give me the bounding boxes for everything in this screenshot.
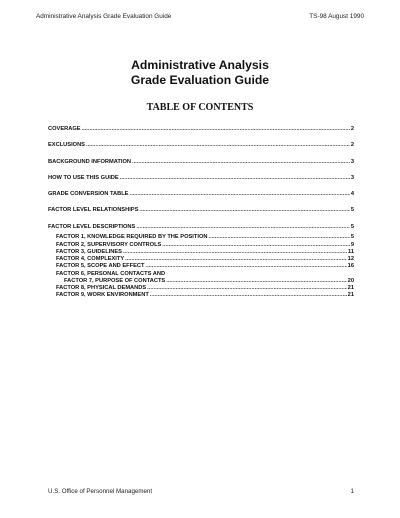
toc-leader-dots	[145, 263, 346, 270]
toc-entry-page: 2	[350, 142, 354, 149]
header-guide-title: Administrative Analysis Grade Evaluation Guide	[36, 13, 172, 20]
title-line-2: Grade Evaluation Guide	[130, 72, 270, 87]
page-footer	[48, 488, 354, 495]
toc-subentry-factor-8[interactable]	[48, 285, 354, 292]
toc-entry-label: FACTOR 6, PERSONAL CONTACTS AND	[56, 270, 166, 277]
footer-page-number: 1	[350, 488, 354, 495]
toc-entry-label: GRADE CONVERSION TABLE	[48, 191, 129, 198]
toc-entry-label: HOW TO USE THIS GUIDE	[48, 174, 119, 181]
toc-entry-page: 16	[347, 263, 354, 270]
toc-subentry-factor-2[interactable]	[48, 242, 354, 249]
footer-agency: U.S. Office of Personnel Management	[48, 488, 153, 495]
toc-entry-page: 11	[347, 248, 354, 255]
title-line-1: Administrative Analysis	[131, 58, 269, 72]
toc-leader-dots	[129, 191, 349, 198]
toc-entry-label: EXCLUSIONS	[48, 142, 85, 149]
toc-leader-dots	[136, 224, 350, 231]
toc-leader-dots	[166, 278, 346, 285]
toc-leader-dots	[132, 159, 350, 166]
toc-entry-label: FACTOR 3, GUIDELINES	[56, 248, 122, 255]
table-of-contents	[48, 126, 354, 299]
toc-subentry-factor-6[interactable]	[48, 271, 354, 278]
toc-leader-dots	[147, 285, 347, 292]
toc-entry-page: 21	[347, 292, 354, 299]
toc-entry-page: 12	[347, 256, 354, 263]
document-title	[0, 58, 400, 87]
toc-leader-dots	[86, 142, 350, 149]
toc-leader-dots	[150, 292, 347, 299]
toc-entry-page: 3	[350, 174, 354, 181]
toc-leader-dots	[139, 207, 349, 214]
toc-entry-exclusions[interactable]	[48, 142, 354, 149]
toc-entry-label: FACTOR 8, PHYSICAL DEMANDS	[56, 284, 147, 291]
toc-leader-dots	[123, 249, 347, 256]
toc-subentry-factor-9[interactable]	[48, 292, 354, 299]
toc-entry-page: 5	[350, 234, 354, 241]
header-document-number: TS-98 August 1990	[309, 13, 364, 20]
toc-entry-page: 21	[347, 284, 354, 291]
toc-subentry-factor-7[interactable]	[48, 278, 354, 285]
toc-entry-grade-conversion-table[interactable]	[48, 191, 354, 198]
toc-subentry-factor-5[interactable]	[48, 263, 354, 270]
toc-leader-dots	[208, 234, 349, 241]
toc-entry-label: FACTOR 4, COMPLEXITY	[56, 256, 125, 263]
toc-heading: TABLE OF CONTENTS	[146, 102, 254, 113]
toc-entry-page: 20	[347, 277, 354, 284]
toc-leader-dots	[120, 175, 350, 182]
toc-subentry-factor-3[interactable]	[48, 249, 354, 256]
toc-subentry-factor-4[interactable]	[48, 256, 354, 263]
toc-entry-page: 4	[350, 191, 354, 198]
toc-leader-dots	[125, 256, 347, 263]
toc-leader-dots	[162, 242, 349, 249]
toc-entry-page: 3	[350, 158, 354, 165]
toc-entry-label: FACTOR 1, KNOWLEDGE REQUIRED BY THE POSITION	[56, 234, 208, 241]
page-header	[36, 13, 364, 20]
toc-entry-factor-level-relationships[interactable]	[48, 207, 354, 214]
toc-subentry-factor-1[interactable]	[48, 234, 354, 241]
toc-entry-label: COVERAGE	[48, 126, 81, 132]
toc-entry-label: FACTOR LEVEL RELATIONSHIPS	[48, 207, 139, 214]
toc-entry-label: FACTOR 5, SCOPE AND EFFECT	[56, 263, 145, 270]
toc-leader-dots	[82, 126, 350, 133]
toc-entry-page: 5	[350, 223, 354, 230]
toc-entry-label: FACTOR LEVEL DESCRIPTIONS	[48, 223, 136, 230]
toc-entry-coverage[interactable]	[48, 126, 354, 133]
toc-entry-factor-level-descriptions[interactable]	[48, 224, 354, 231]
toc-entry-page: 2	[350, 126, 354, 132]
toc-entry-page: 9	[350, 241, 354, 248]
toc-entry-label: FACTOR 9, WORK ENVIRONMENT	[56, 292, 149, 299]
toc-entry-label: FACTOR 2, SUPERVISORY CONTROLS	[56, 241, 162, 248]
toc-entry-how-to-use[interactable]	[48, 175, 354, 182]
toc-entry-page: 5	[350, 207, 354, 214]
toc-entry-label: BACKGROUND INFORMATION	[48, 158, 131, 165]
toc-entry-background-information[interactable]	[48, 159, 354, 166]
toc-entry-label: FACTOR 7, PURPOSE OF CONTACTS	[64, 277, 166, 284]
